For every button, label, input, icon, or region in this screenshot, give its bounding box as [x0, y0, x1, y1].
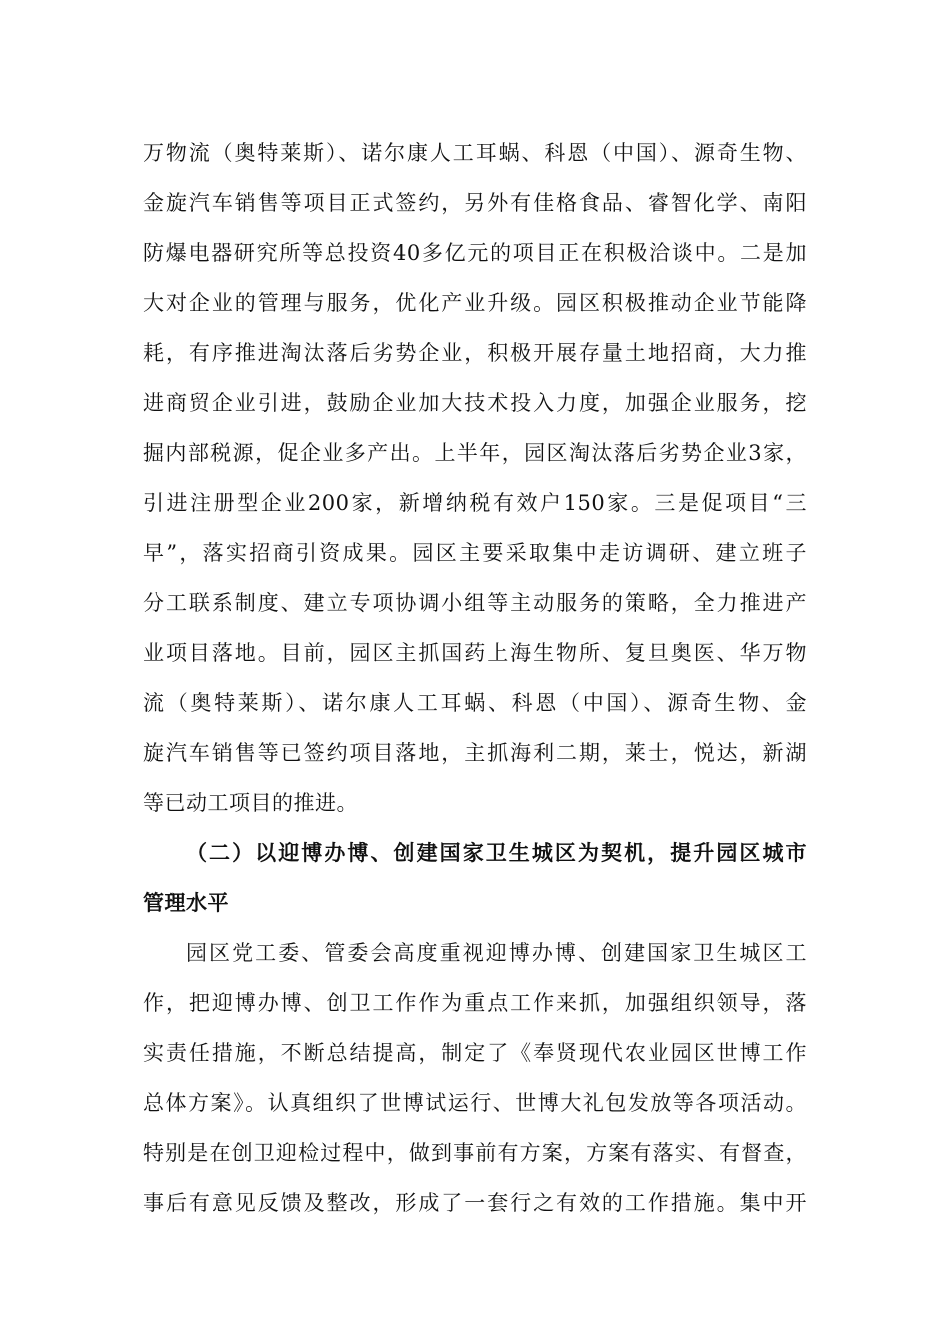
text-line: 业项目落地。目前，园区主抓国药上海生物所、复旦奥医、华万物: [143, 641, 807, 665]
text-line: 总体方案》。认真组织了世博试运行、世博大礼包发放等各项活动。: [143, 1091, 807, 1115]
text-line: 特别是在创卫迎检过程中，做到事前有方案，方案有落实、有督查，: [143, 1141, 807, 1165]
text-line: 实责任措施，不断总结提高，制定了《奉贤现代农业园区世博工作: [143, 1041, 807, 1065]
text-line: 掘内部税源，促企业多产出。上半年，园区淘汰落后劣势企业3家，: [143, 441, 807, 465]
text-line: 旋汽车销售等已签约项目落地，主抓海利二期，莱士，悦达，新湖: [143, 741, 807, 765]
text-line: 万物流（奥特莱斯）、诺尔康人工耳蜗、科恩（中国）、源奇生物、: [143, 141, 807, 165]
text-line: 作，把迎博办博、创卫工作作为重点工作来抓，加强组织领导，落: [143, 991, 807, 1015]
text-line: 早”，落实招商引资成果。园区主要采取集中走访调研、建立班子: [143, 541, 807, 565]
text-line: 园区党工委、管委会高度重视迎博办博、创建国家卫生城区工: [186, 941, 807, 965]
section-heading: 管理水平: [143, 891, 229, 915]
text-line: 耗，有序推进淘汰落后劣势企业，积极开展存量土地招商，大力推: [143, 341, 807, 365]
text-line: 金旋汽车销售等项目正式签约，另外有佳格食品、睿智化学、南阳: [143, 191, 807, 215]
text-line: 事后有意见反馈及整改，形成了一套行之有效的工作措施。集中开: [143, 1191, 807, 1215]
text-line: 防爆电器研究所等总投资40多亿元的项目正在积极洽谈中。二是加: [143, 241, 807, 265]
text-line: 大对企业的管理与服务，优化产业升级。园区积极推动企业节能降: [143, 291, 807, 315]
text-line: 进商贸企业引进，鼓励企业加大技术投入力度，加强企业服务，挖: [143, 391, 807, 415]
text-line: 引进注册型企业200家，新增纳税有效户150家。三是促项目“三: [143, 491, 807, 515]
text-line: 流（奥特莱斯）、诺尔康人工耳蜗、科恩（中国）、源奇生物、金: [143, 691, 807, 715]
text-line: 等已动工项目的推进。: [143, 791, 358, 815]
section-heading: （二）以迎博办博、创建国家卫生城区为契机，提升园区城市: [186, 841, 807, 865]
text-line: 分工联系制度、建立专项协调小组等主动服务的策略，全力推进产: [143, 591, 807, 615]
